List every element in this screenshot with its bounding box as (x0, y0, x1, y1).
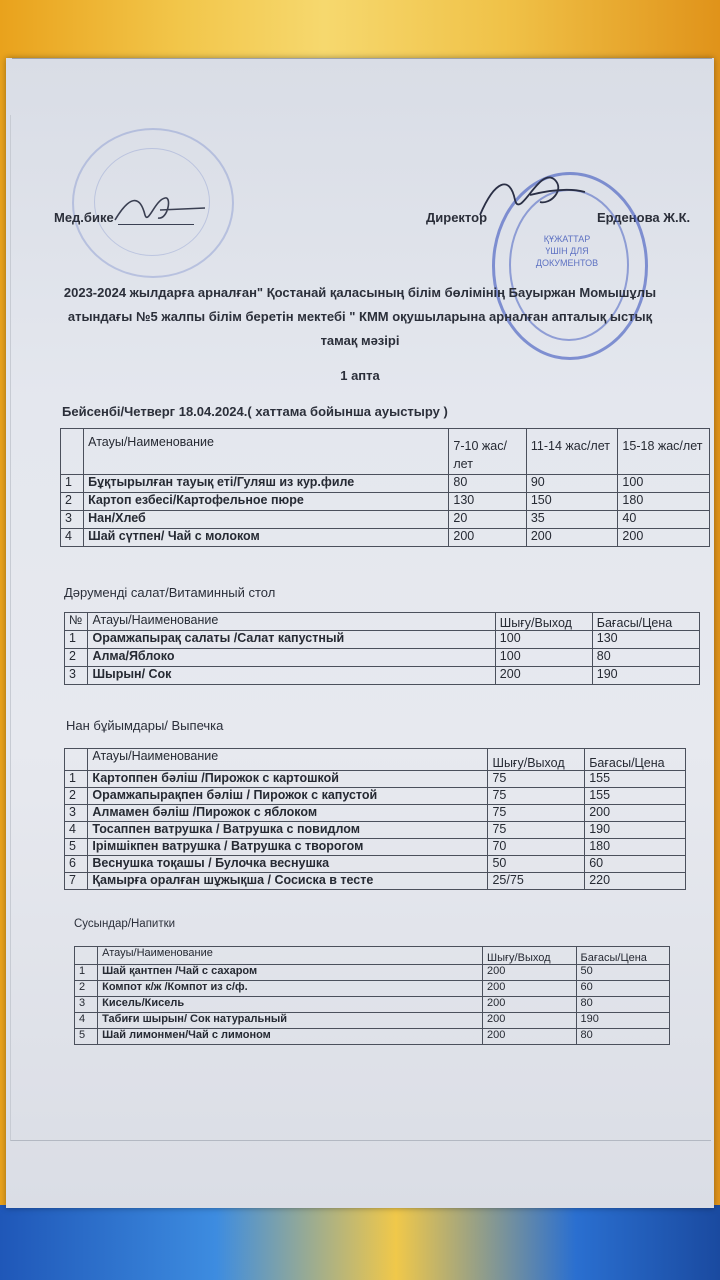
portion-7-10: 200 (449, 529, 526, 547)
table-row (65, 822, 686, 839)
item-output: 100 (495, 631, 592, 649)
item-output: 200 (483, 965, 576, 981)
frame-line (12, 58, 712, 59)
item-name: Картоппен бәліш /Пирожок с картошкой (88, 771, 488, 788)
meals-table (60, 428, 710, 547)
item-output: 75 (488, 822, 585, 839)
row-number: 2 (75, 981, 98, 997)
director-name: Ерденова Ж.К. (597, 210, 691, 225)
table-row (61, 493, 710, 511)
table-row (61, 529, 710, 547)
row-number: 6 (65, 856, 88, 873)
drinks-table (74, 946, 670, 1045)
portion-7-10: 80 (449, 475, 526, 493)
drinks-header-output: Шығу/Выход (483, 947, 576, 965)
vitamin-header-name: Атауы/Наименование (88, 613, 495, 631)
nurse-signature-line (118, 224, 194, 225)
item-name: Табиғи шырын/ Сок натуральный (98, 1013, 483, 1029)
item-name: Компот к/ж /Компот из с/ф. (98, 981, 483, 997)
table-row (75, 1013, 670, 1029)
row-number: 1 (61, 475, 84, 493)
meals-header-15-18: 15-18 жас/лет (618, 429, 710, 475)
table-row (75, 965, 670, 981)
table-row (65, 649, 700, 667)
row-number: 3 (61, 511, 84, 529)
vitamin-header-price: Бағасы/Цена (592, 613, 699, 631)
background-bottom-band (0, 1205, 720, 1280)
bakery-header-price: Бағасы/Цена (585, 749, 686, 771)
portion-7-10: 20 (449, 511, 526, 529)
item-output: 25/75 (488, 873, 585, 890)
item-name: Алма/Яблоко (88, 649, 495, 667)
item-output: 50 (488, 856, 585, 873)
item-output: 75 (488, 805, 585, 822)
table-row (75, 981, 670, 997)
portion-11-14: 90 (526, 475, 618, 493)
item-output: 70 (488, 839, 585, 856)
item-output: 75 (488, 788, 585, 805)
title-line3: тамақ мәзірі (320, 333, 400, 348)
dish-name: Шай сүтпен/ Чай с молоком (84, 529, 449, 547)
row-number: 4 (65, 822, 88, 839)
vitamin-header-number: № (65, 613, 88, 631)
row-number: 5 (65, 839, 88, 856)
bakery-section-title: Нан бұйымдары/ Выпечка (66, 718, 224, 733)
row-number: 4 (75, 1013, 98, 1029)
drinks-header-name: Атауы/Наименование (98, 947, 483, 965)
vitamin-section-title: Дәрумендi салат/Витаминный стол (64, 585, 276, 600)
vitamin-table (64, 612, 700, 685)
bakery-header-name: Атауы/Наименование (88, 749, 488, 771)
table-row (61, 511, 710, 529)
item-price: 200 (585, 805, 686, 822)
bakery-header-output: Шығу/Выход (488, 749, 585, 771)
item-name: Веснушка тоқашы / Булочка веснушка (88, 856, 488, 873)
item-price: 220 (585, 873, 686, 890)
drinks-section-title: Сусындар/Напитки (74, 918, 176, 930)
row-number: 1 (65, 631, 88, 649)
dish-name: Бұқтырылған тауық еті/Гуляш из кур.филе (84, 475, 449, 493)
item-output: 100 (495, 649, 592, 667)
item-name: Алмамен бәліш /Пирожок с яблоком (88, 805, 488, 822)
table-row (65, 805, 686, 822)
item-name: Қамырға оралған шұжықша / Сосиска в тесте (88, 873, 488, 890)
row-number: 3 (75, 997, 98, 1013)
item-price: 60 (576, 981, 669, 997)
item-name: Кисель/Кисель (98, 997, 483, 1013)
meals-header-name: Атауы/Наименование (84, 429, 449, 475)
item-price: 190 (576, 1013, 669, 1029)
row-number: 7 (65, 873, 88, 890)
item-output: 200 (483, 981, 576, 997)
item-name: Шай қантпен /Чай с сахаром (98, 965, 483, 981)
table-row (65, 771, 686, 788)
row-number: 1 (75, 965, 98, 981)
item-output: 200 (495, 667, 592, 685)
dish-name: Нан/Хлеб (84, 511, 449, 529)
row-number: 3 (65, 805, 88, 822)
item-name: Тосаппен ватрушка / Ватрушка с повидлом (88, 822, 488, 839)
title-line1: 2023-2024 жылдарға арналған" Қостанай қаласының білім бөлімінің Бауыржан Момышұлы (63, 285, 657, 300)
portion-15-18: 180 (618, 493, 710, 511)
portion-15-18: 100 (618, 475, 710, 493)
item-price: 155 (585, 788, 686, 805)
table-row (65, 873, 686, 890)
drinks-header-price: Бағасы/Цена (576, 947, 669, 965)
vitamin-header-output: Шығу/Выход (495, 613, 592, 631)
item-price: 80 (592, 649, 699, 667)
week-label: 1 апта (340, 368, 380, 383)
table-row (75, 1029, 670, 1045)
row-number: 2 (65, 649, 88, 667)
item-price: 190 (585, 822, 686, 839)
meals-header-11-14: 11-14 жас/лет (526, 429, 618, 475)
item-name: Ірімшікпен ватрушка / Ватрушка с творогом (88, 839, 488, 856)
item-price: 50 (576, 965, 669, 981)
director-signature (470, 160, 590, 230)
table-row (65, 839, 686, 856)
row-number: 2 (65, 788, 88, 805)
item-price: 80 (576, 997, 669, 1013)
table-row (65, 631, 700, 649)
portion-15-18: 200 (618, 529, 710, 547)
dish-name: Картоп езбесі/Картофельное пюре (84, 493, 449, 511)
item-name: Шай лимонмен/Чай с лимоном (98, 1029, 483, 1045)
meals-header-7-10: 7-10 жас/лет (449, 429, 526, 475)
nurse-label: Мед.бике (54, 210, 114, 225)
item-price: 180 (585, 839, 686, 856)
seal-text: ҚҰЖАТТАР ҮШІН ДЛЯ ДОКУМЕНТОВ (535, 234, 599, 268)
row-number: 4 (61, 529, 84, 547)
item-price: 155 (585, 771, 686, 788)
director-label: Директор (426, 210, 488, 225)
item-output: 200 (483, 1013, 576, 1029)
row-number: 3 (65, 667, 88, 685)
row-number: 5 (75, 1029, 98, 1045)
item-price: 130 (592, 631, 699, 649)
portion-11-14: 150 (526, 493, 618, 511)
row-number: 1 (65, 771, 88, 788)
table-row (75, 997, 670, 1013)
table-row (65, 856, 686, 873)
portion-7-10: 130 (449, 493, 526, 511)
row-number: 2 (61, 493, 84, 511)
item-name: Орамжапырақ салаты /Салат капустный (88, 631, 495, 649)
item-name: Орамжапырақпен бәліш / Пирожок с капустой (88, 788, 488, 805)
portion-15-18: 40 (618, 511, 710, 529)
item-output: 200 (483, 1029, 576, 1045)
table-row (61, 475, 710, 493)
table-row (65, 667, 700, 685)
item-price: 60 (585, 856, 686, 873)
table-row (65, 788, 686, 805)
item-output: 200 (483, 997, 576, 1013)
portion-11-14: 35 (526, 511, 618, 529)
item-price: 190 (592, 667, 699, 685)
day-label: Бейсенбі/Четверг 18.04.2024.( хаттама бойынша ауыстыру ) (62, 404, 448, 419)
item-output: 75 (488, 771, 585, 788)
title-line2: атындағы №5 жалпы білім беретін мектебі " КММ оқушыларына арналған апталық ыстық (67, 309, 653, 324)
portion-11-14: 200 (526, 529, 618, 547)
item-price: 80 (576, 1029, 669, 1045)
item-name: Шырын/ Сок (88, 667, 495, 685)
bakery-table (64, 748, 686, 890)
